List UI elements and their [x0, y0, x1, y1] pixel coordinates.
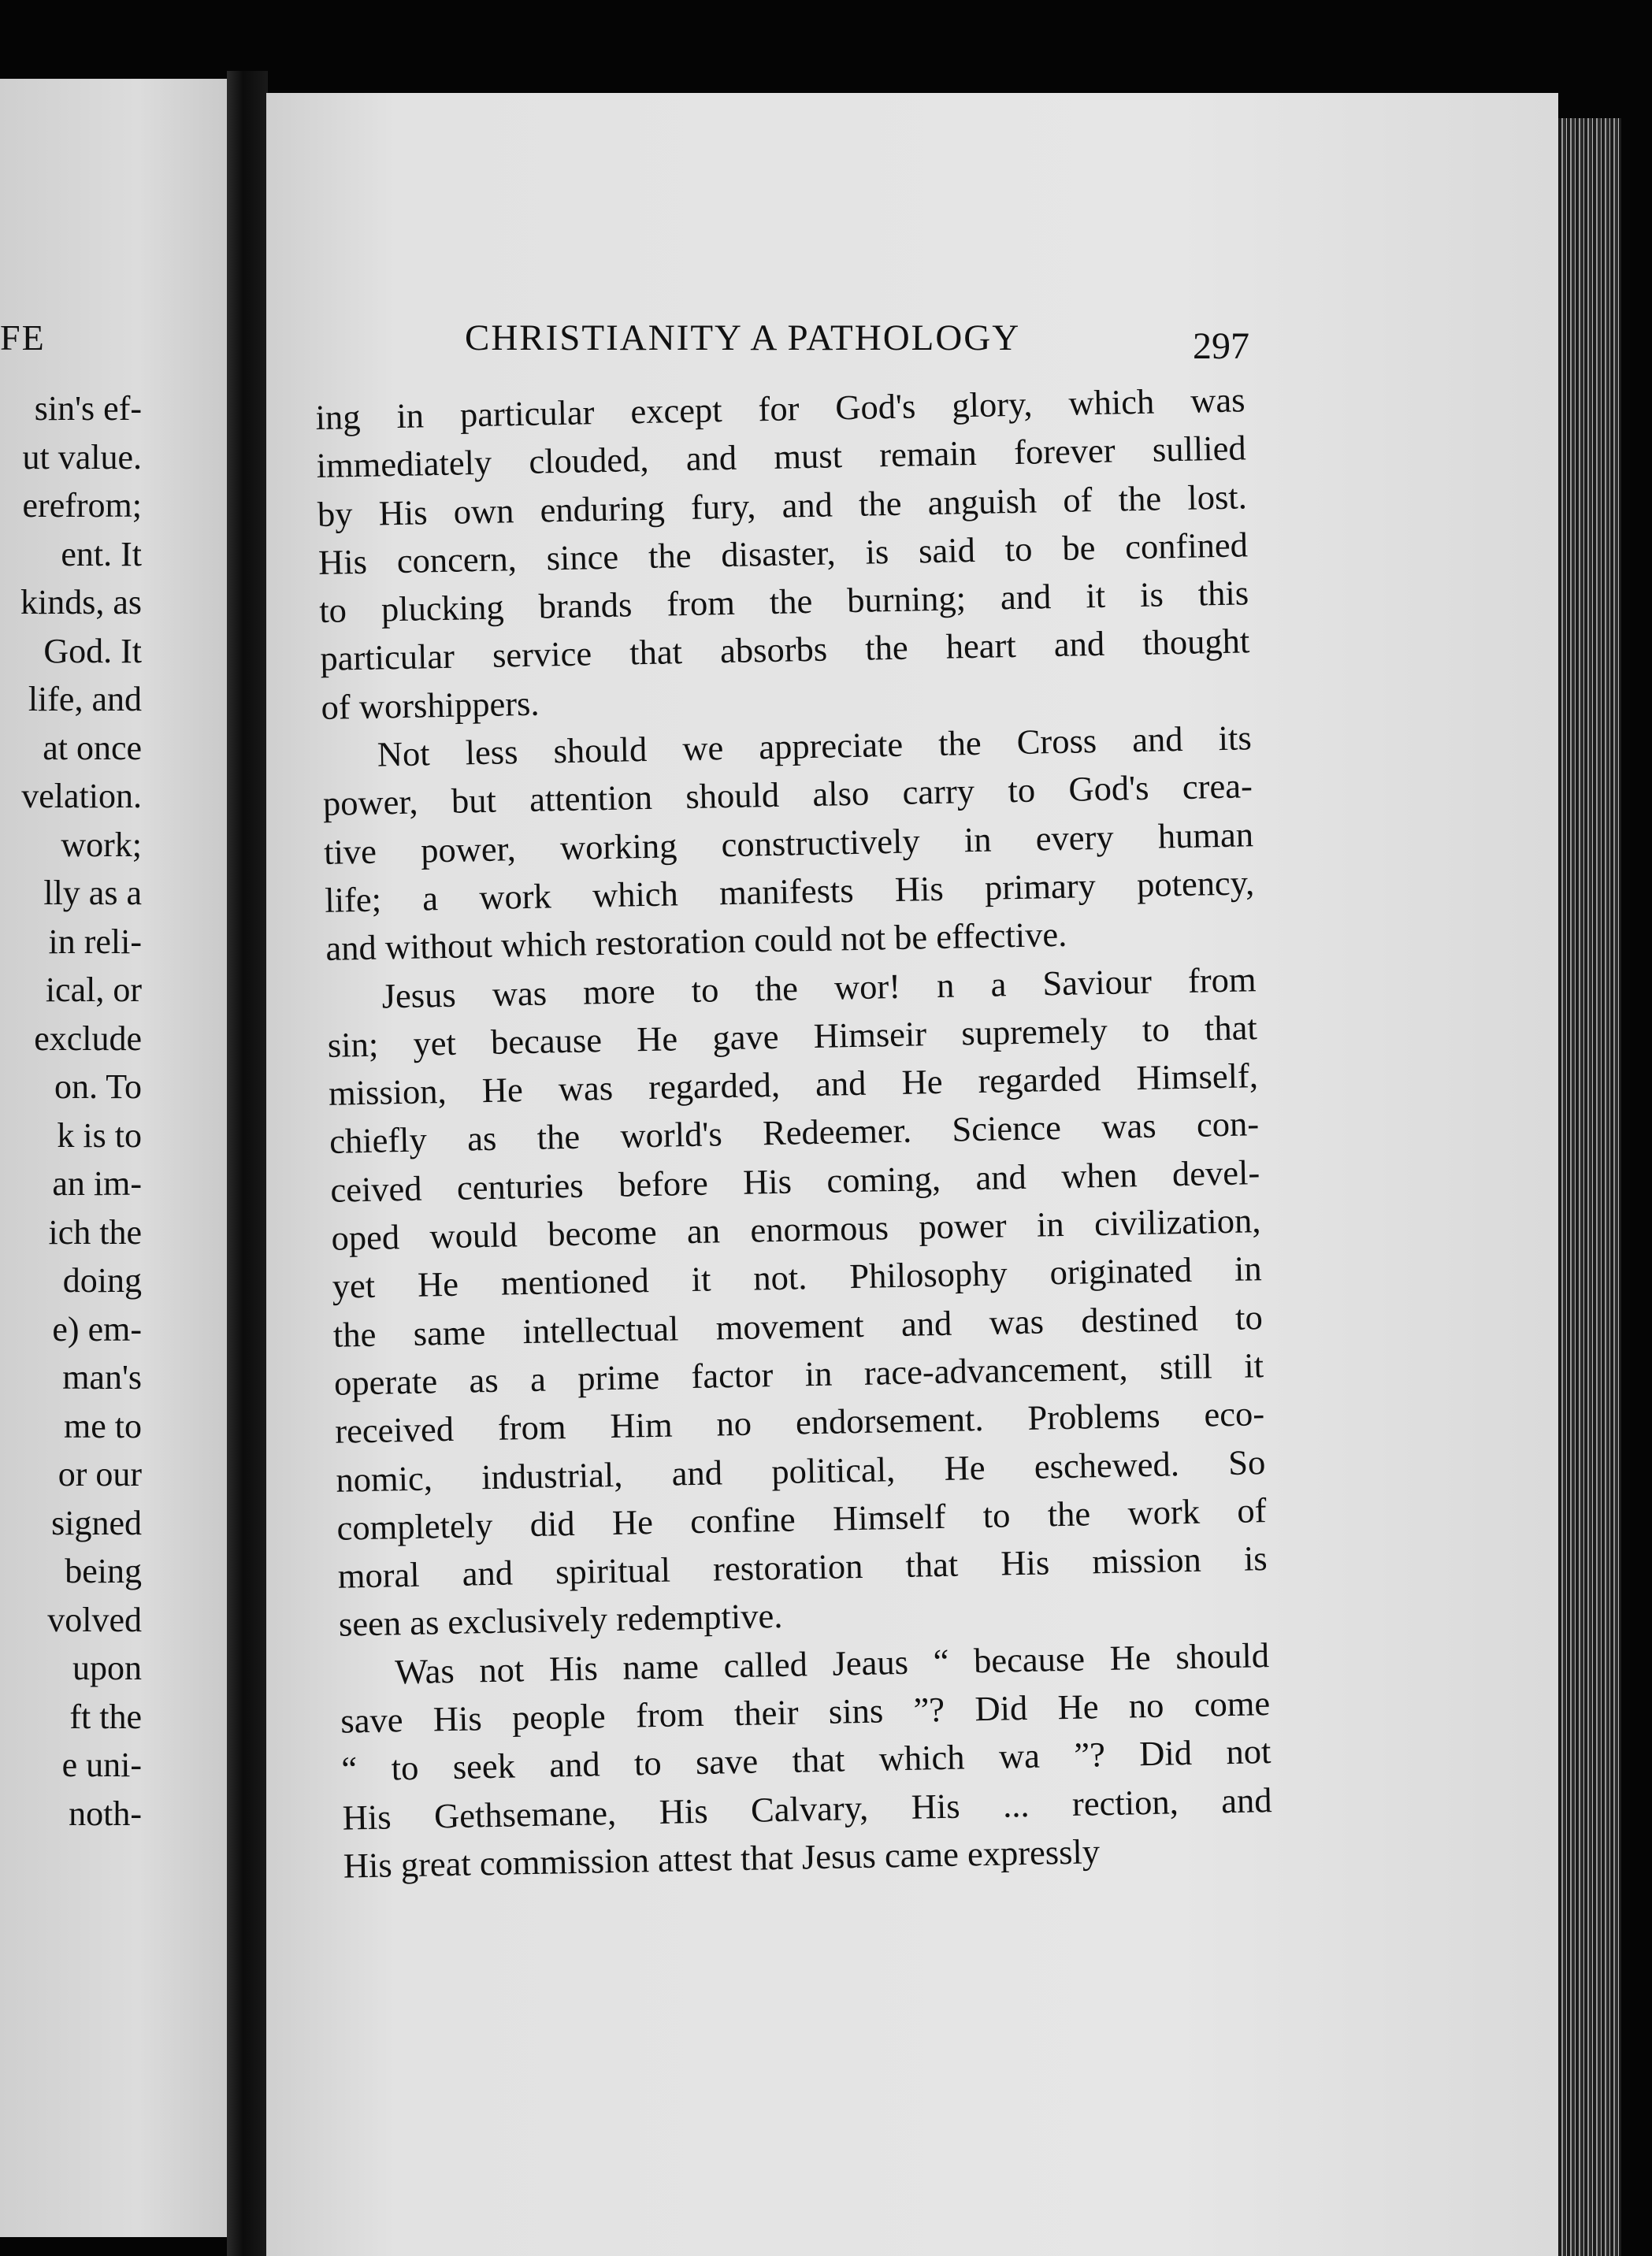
text-line: power, but attention should also carry to God's crea- — [322, 766, 1253, 824]
left-page-line: ft the — [69, 1697, 142, 1736]
left-page-line: velation. — [21, 777, 142, 815]
text-line: save His people from their sins ”? Did He no come — [340, 1683, 1271, 1741]
left-page-line: on. To — [54, 1067, 142, 1106]
left-page-line: ut value. — [22, 437, 142, 477]
text-line: yet He mentioned it not. Philosophy originated in — [332, 1249, 1263, 1307]
text-line: moral and spiritual restoration that His mission is — [337, 1538, 1268, 1596]
text-line: completely did He confine Himself to the work of — [336, 1490, 1267, 1548]
text-line: oped would become an enormous power in civilization, — [331, 1200, 1261, 1258]
left-page-line: noth- — [69, 1794, 142, 1833]
text-line: mission, He was regarded, and He regarded Himself, — [328, 1056, 1259, 1113]
left-page-line: e) em- — [52, 1309, 142, 1349]
text-line: ing in particular except for God's glory, which was — [315, 380, 1245, 437]
running-head: CHRISTIANITY A PATHOLOGY — [465, 317, 1021, 358]
left-page-line: exclude — [34, 1019, 142, 1058]
left-page-line: doing — [62, 1261, 142, 1300]
left-page-line: volved — [47, 1600, 142, 1639]
text-line: life; a work which manifests His primary potency, — [324, 863, 1255, 920]
left-page-line: or our — [58, 1455, 142, 1493]
page-number: 297 — [1193, 325, 1249, 367]
text-line: received from Him no endorsement. Problems eco- — [334, 1393, 1265, 1451]
text-line: nomic, industrial, and political, He eschewed. So — [335, 1442, 1266, 1500]
text-line: seen as exclusively redemptive. — [338, 1596, 783, 1645]
text-line: chiefly as the world's Redeemer. Science was con- — [329, 1104, 1260, 1162]
left-page-line: sin's ef- — [34, 389, 142, 428]
text-line: Was not His name called Jeaus “ because He should — [394, 1634, 1270, 1692]
paragraph — [326, 955, 1268, 1649]
left-page-line: man's — [62, 1358, 142, 1397]
left-page-line: an im- — [52, 1164, 142, 1203]
left-page-line: upon — [72, 1649, 142, 1687]
text-line: by His own enduring fury, and the anguish of the lost. — [317, 476, 1248, 534]
left-page-line: in reli- — [48, 922, 142, 961]
left-page-line: e uni- — [61, 1746, 142, 1784]
left-page-line: being — [65, 1552, 142, 1590]
book-gutter — [227, 71, 268, 2256]
left-page-line: ical, or — [45, 970, 142, 1009]
paragraph — [340, 1631, 1274, 1891]
body-text — [315, 376, 1273, 1891]
left-page-line: at once — [43, 728, 142, 767]
left-page-line: k is to — [57, 1115, 142, 1155]
left-page-running-head-fragment: FE — [0, 317, 46, 358]
text-line: Not less should we appreciate the Cross and its — [377, 718, 1253, 774]
left-page-line: life, and — [28, 680, 142, 718]
left-page-line: erefrom; — [22, 486, 142, 525]
text-line: and without which restoration could not be effective. — [325, 915, 1067, 969]
page-header — [465, 317, 1253, 372]
text-line: His concern, since the disaster, is said to be confined — [317, 525, 1249, 582]
text-line: His great commission attest that Jesus came expressly — [343, 1831, 1101, 1886]
left-page-text-fragments — [20, 384, 142, 1838]
paragraph — [321, 714, 1256, 973]
text-line: “ to seek and to save that which wa ”? Did not — [341, 1731, 1271, 1789]
text-line: sin; yet because He gave Himseir supremely to that — [327, 1007, 1258, 1065]
left-page-line: signed — [51, 1503, 142, 1542]
left-page-line: ich the — [48, 1212, 142, 1252]
left-page-line: kinds, as — [20, 583, 142, 622]
left-page-line: ent. It — [61, 534, 142, 573]
text-line: particular service that absorbs the heart and thought — [319, 621, 1250, 679]
text-line: to plucking brands from the burning; and it is this — [318, 573, 1249, 631]
text-line: immediately clouded, and must remain forever sullied — [316, 428, 1247, 486]
text-line: Jesus was more to the wor! n a Saviour from — [381, 959, 1257, 1016]
page-edges — [1558, 118, 1621, 2256]
left-page-line: lly as a — [43, 874, 142, 912]
left-page-line: God. It — [43, 631, 142, 670]
text-line: of worshippers. — [321, 683, 540, 727]
text-line: operate as a prime factor in race-advancement, still it — [333, 1345, 1264, 1403]
text-line: His Gethsemane, His Calvary, His ... rection, and — [342, 1779, 1272, 1838]
left-page-line: me to — [64, 1406, 142, 1445]
text-line: the same intellectual movement and was destined to — [332, 1297, 1264, 1355]
text-line: ceived centuries before His coming, and when devel- — [329, 1152, 1260, 1210]
text-line: tive power, working constructively in every human — [323, 814, 1254, 872]
paragraph — [315, 376, 1251, 732]
left-page-line: work; — [61, 825, 142, 864]
